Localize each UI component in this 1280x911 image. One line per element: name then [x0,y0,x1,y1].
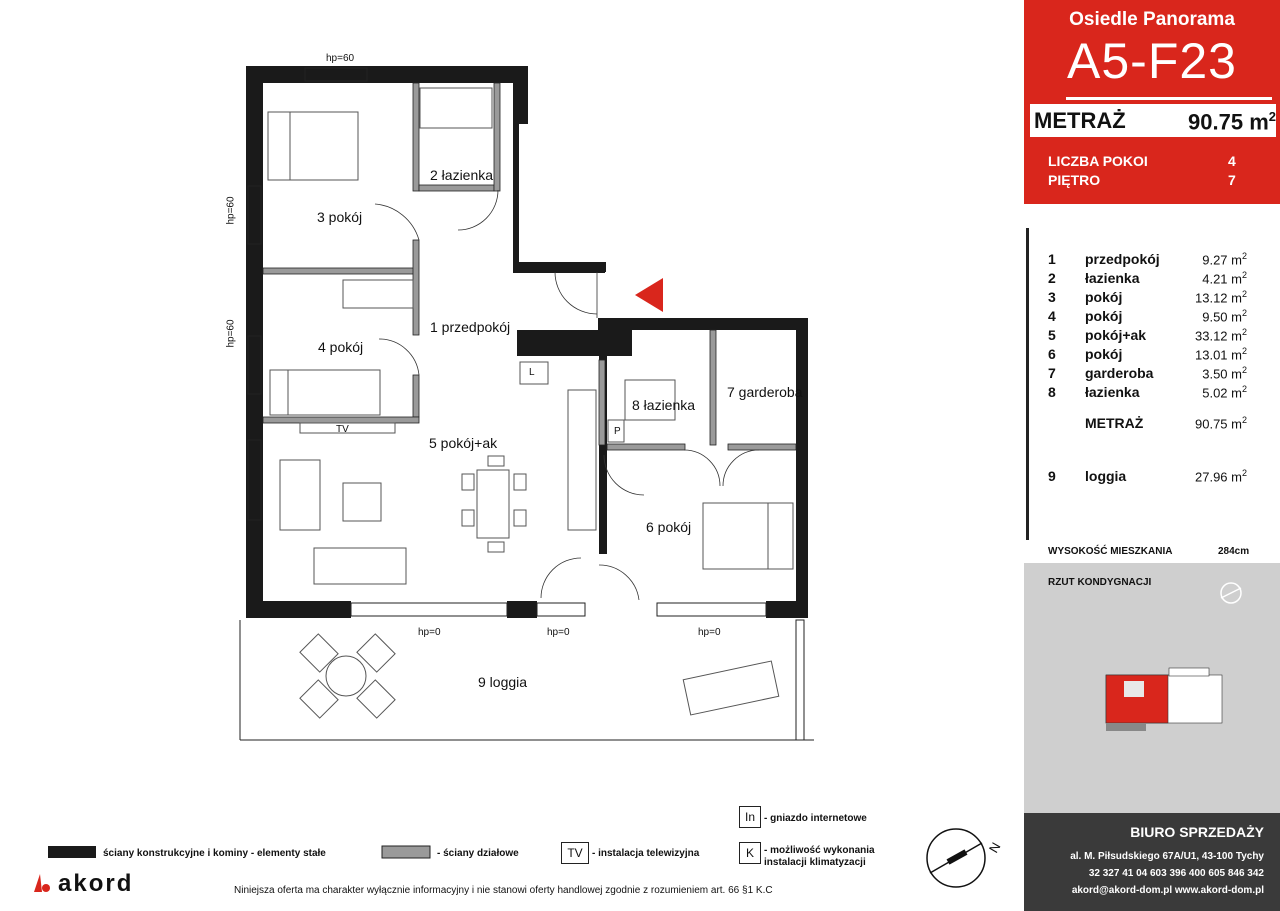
floor-value: 7 [1228,172,1236,188]
hp-label-bottom-3: hp=0 [698,627,721,638]
legend-k-text-2: instalacji klimatyzacji [764,857,866,868]
legend-in-text: - gniazdo internetowe [764,813,867,824]
logo-text: akord [58,870,134,897]
room-label-7: 7 garderoba [727,384,803,400]
room-row: 4 pokój 9.50 $m^2$ [1048,308,1247,325]
hp-label-bottom-2: hp=0 [547,627,570,638]
hp-label-top: hp=60 [326,53,355,64]
apartment-code: A5-F23 [1067,33,1237,89]
room-label-3: 3 pokój [317,209,363,225]
entrance-arrow [635,278,663,312]
loggia-row: 9 loggia 27.96 $m^2$ [1048,468,1247,485]
l-marker: L [529,367,535,378]
keyplan-title: RZUT KONDYGNACJI [1048,577,1152,588]
room-row: 1 przedpokój 9.27 $m^2$ [1048,251,1247,268]
complex-name: Osiedle Panorama [1069,9,1235,30]
p-marker: P [614,426,621,437]
room-row: 5 pokój+ak 33.12 $m^2$ [1048,327,1247,344]
room-row: 6 pokój 13.01 $m^2$ [1048,346,1247,363]
keyplan [1024,563,1280,813]
room-label-8: 8 łazienka [632,397,696,413]
room-label-5: 5 pokój+ak [429,435,498,451]
legend-in-box: In [739,806,761,828]
rooms-count-value: 4 [1228,153,1236,169]
room-label-6: 6 pokój [646,519,692,535]
legend-partition: - ściany działowe [437,848,519,859]
legend-structural: ściany konstrukcyjne i kominy - elementy stałe [103,848,326,859]
height-value: 284cm [1218,546,1250,557]
legend-k-text-1: - możliwość wykonania [764,845,875,856]
area-bar [1030,104,1276,137]
legend-k-box: K [739,842,761,864]
office-contact: akord@akord-dom.pl www.akord-dom.pl [1071,885,1264,896]
header-rule [1066,97,1272,100]
akord-logo [32,864,172,905]
legend-tv-box: TV [561,842,589,864]
disclaimer: Niniejsza oferta ma charakter wyłącznie informacyjny i nie stanowi oferty handlowej zgodnie z rozumieniem art. 66 §1 K.C [234,885,773,896]
office-address: al. M. Piłsudskiego 67A/U1, 43-100 Tychy [1070,851,1264,862]
apartment-header [1024,0,1280,204]
floor-label: PIĘTRO [1048,172,1101,188]
compass-north: N [985,839,1004,856]
office-title: BIURO SPRZEDAŻY [1130,824,1264,840]
room-row: 3 pokój 13.12 $m^2$ [1048,289,1247,306]
keyplan-drawing [1024,563,1280,813]
room-row: 8 łazienka 5.02 $m^2$ [1048,384,1247,401]
legend-tv-text: - instalacja telewizyjna [592,848,700,859]
room-row: 2 łazienka 4.21 $m^2$ [1048,270,1247,287]
hp-label-left-2: hp=60 [225,319,237,348]
rooms-table [1024,228,1280,540]
area-value: 90.75 $m^2$ [1188,109,1276,135]
office-phones: 32 327 41 04 603 396 400 605 846 342 [1088,868,1264,879]
compass [927,829,985,887]
hp-label-bottom-1: hp=0 [418,627,441,638]
rooms-count-label: LICZBA POKOI [1048,153,1148,169]
hp-label-left-1: hp=60 [225,196,237,225]
room-label-1: 1 przedpokój [430,319,511,335]
room-label-4: 4 pokój [318,339,364,355]
room-label-2: 2 łazienka [430,167,494,183]
room-row: 7 garderoba 3.50 $m^2$ [1048,365,1247,382]
area-label: METRAŻ [1034,108,1126,133]
height-label: WYSOKOŚĆ MIESZKANIA [1048,546,1173,557]
room-label-9: 9 loggia [478,674,528,690]
tv-marker: TV [336,424,349,435]
sales-office [1024,813,1280,911]
total-area-row: METRAŻ 90.75 $m^2$ [1085,415,1247,432]
doors [375,190,759,600]
